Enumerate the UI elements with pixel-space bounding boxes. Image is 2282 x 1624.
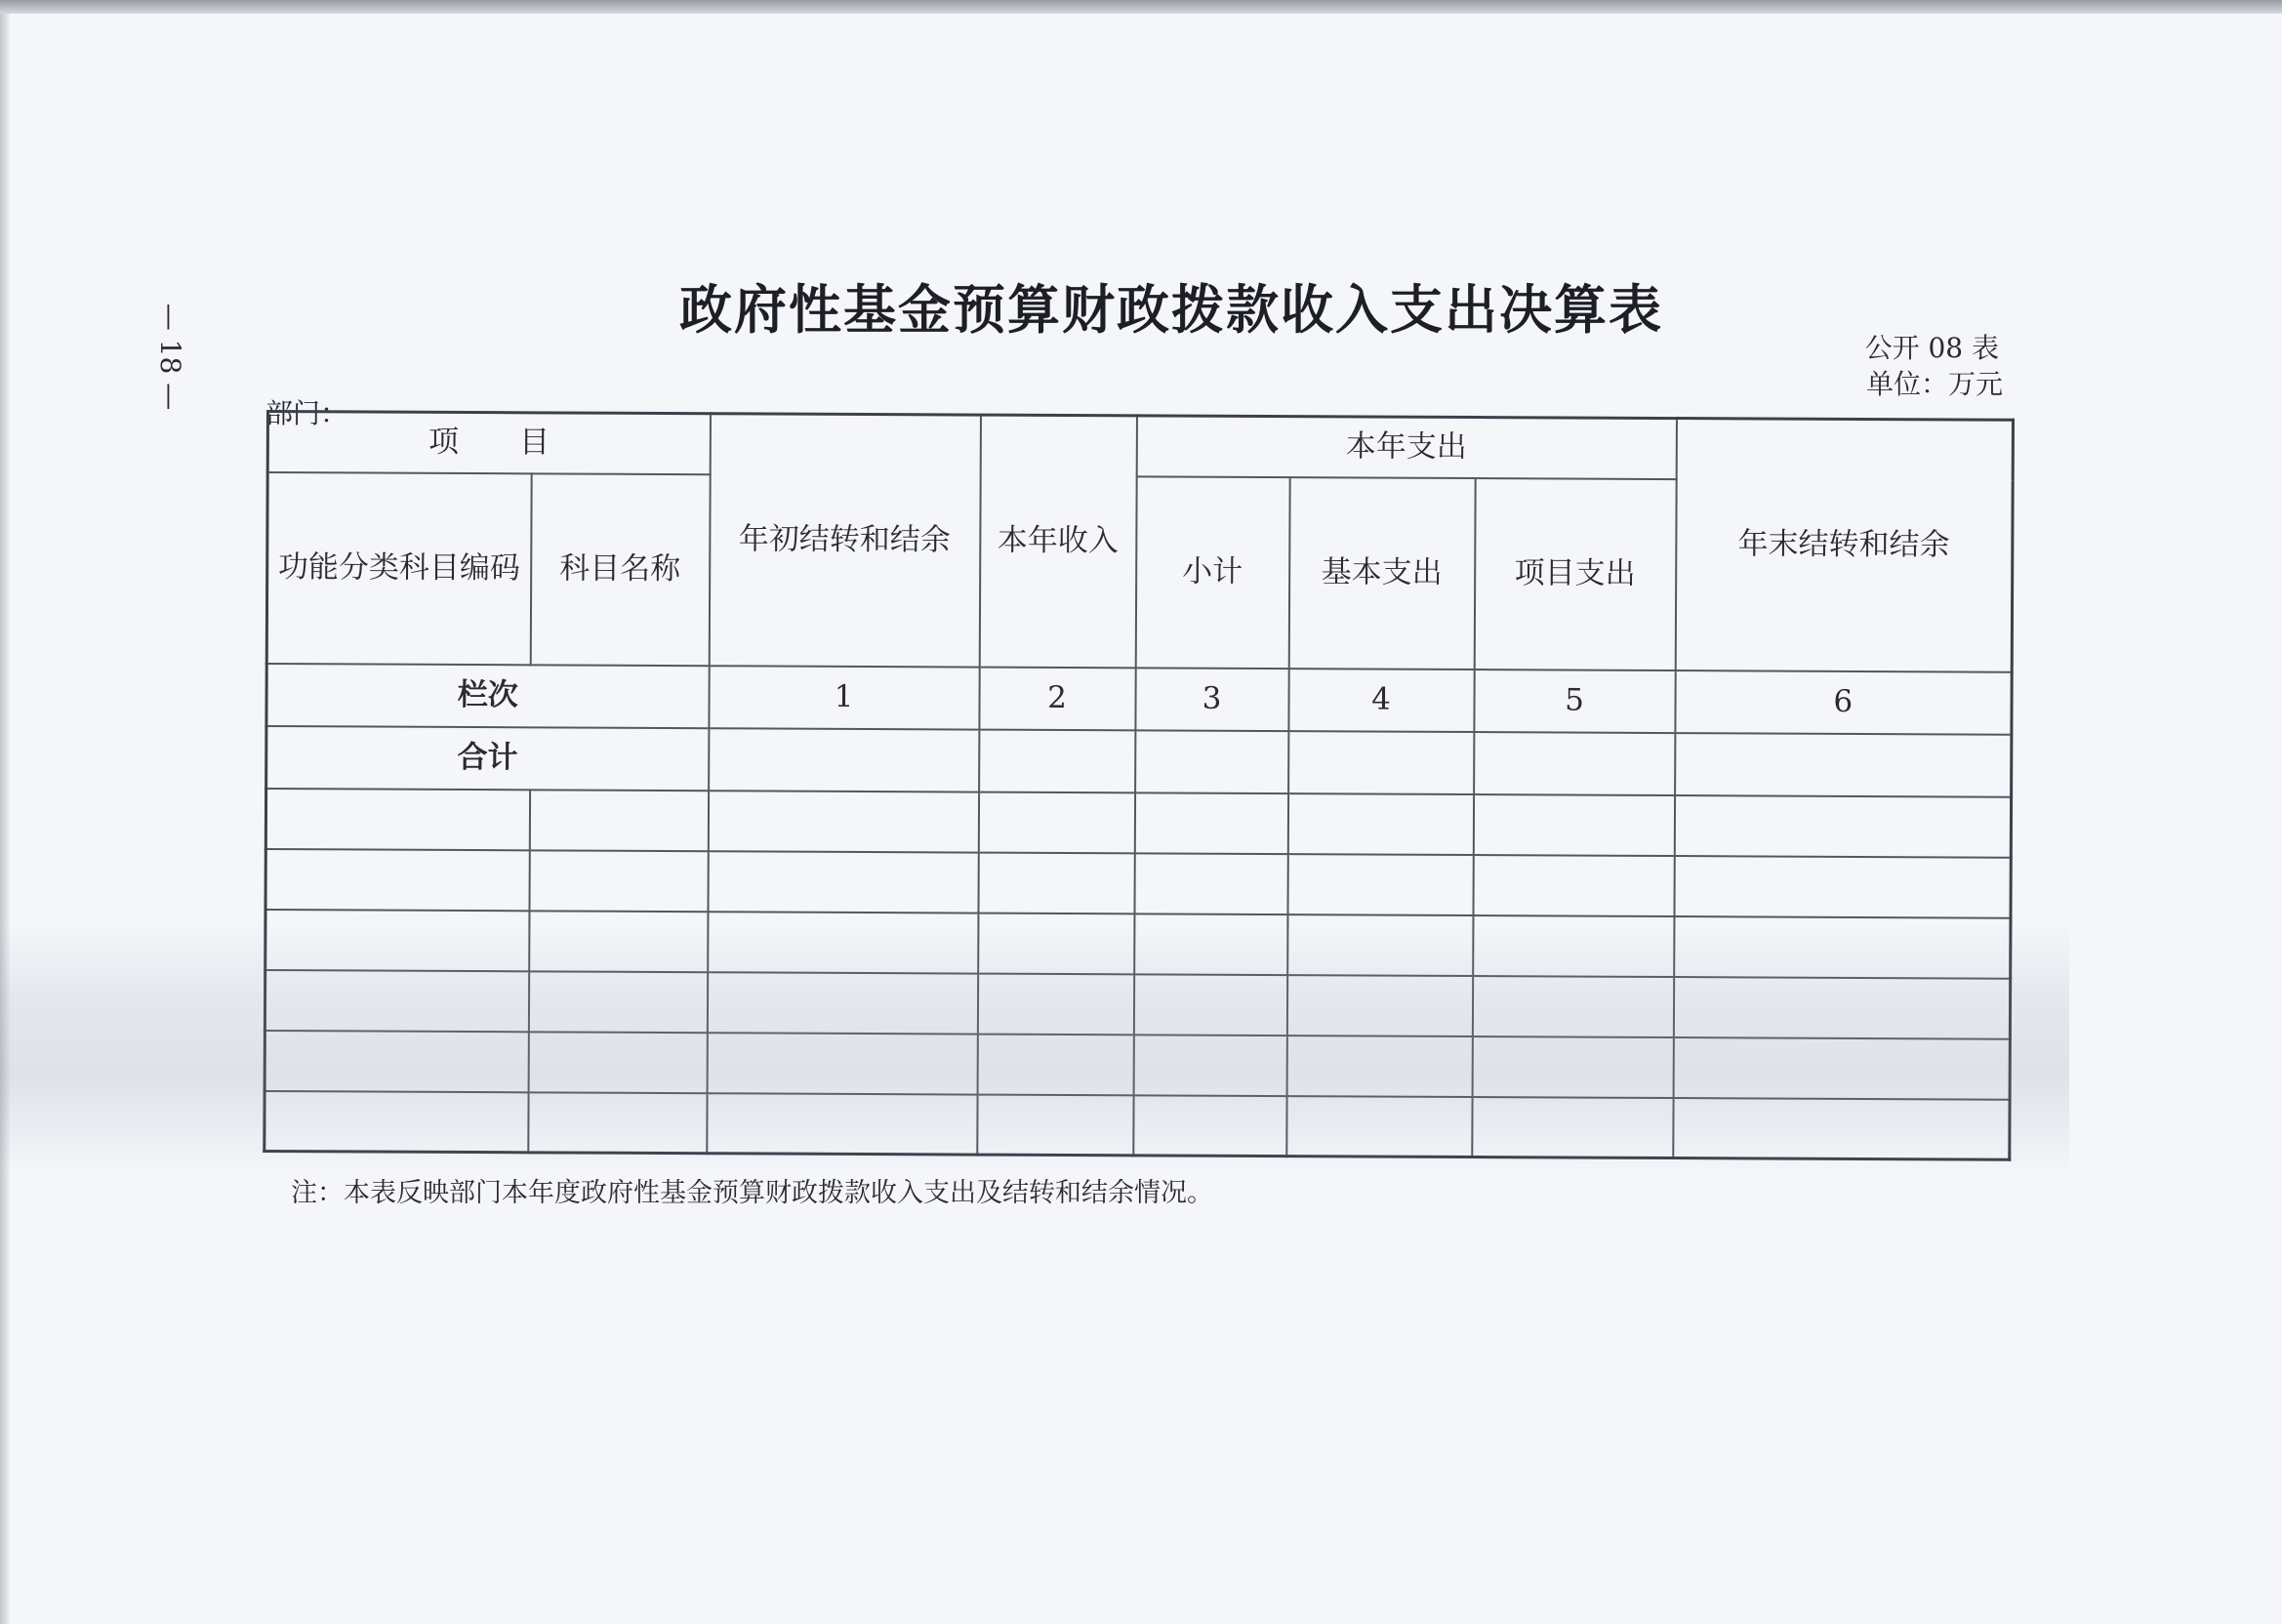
table-cell [1472,1097,1673,1158]
table-cell [977,1034,1133,1095]
row-index-col: 4 [1288,669,1474,732]
table-cell [1287,854,1473,915]
table-cell [1287,793,1473,855]
table-cell [265,849,529,911]
table-cell [528,1092,707,1154]
header-basic-expense: 基本支出 [1288,477,1475,670]
table-cell [529,911,708,972]
table-cell [1133,1035,1286,1096]
row-index-col: 1 [709,666,979,729]
table-cell [1133,1095,1286,1157]
table-note: 注：本表反映部门本年度政府性基金预算财政拨款收入支出及结转和结余情况。 [291,1178,1213,1208]
table-cell [707,1033,977,1094]
header-current-expense: 本年支出 [1136,416,1676,479]
row-index-col: 5 [1474,670,1675,733]
table-cell [265,1030,528,1091]
row-total [266,726,2012,797]
department-label: 部门： [265,397,348,429]
header-project-expense: 项目支出 [1474,478,1676,670]
header-opening-balance: 年初结转和结余 [709,414,980,667]
table-cell [1673,977,2010,1039]
row-index-col: 2 [979,667,1135,730]
fund-table [263,410,2015,1161]
page-number: — 18 — [154,303,187,410]
row-index-col: 6 [1675,670,2012,735]
table-row [265,910,2011,979]
table-cell [1675,733,2012,797]
table-cell [1472,1036,1673,1098]
table-cell [265,789,529,850]
table-cell [529,850,708,912]
unit-label: 单位：万元 [1865,368,2003,400]
table-cell [707,972,977,1034]
table-cell [709,728,979,792]
table-cell [1286,1096,1472,1157]
table-row [265,849,2011,918]
table-cell [977,1094,1133,1156]
table-cell [708,912,978,973]
row-index-label: 栏次 [266,664,709,728]
page-title: 政府性基金预算财政拨款收入支出决算表 [679,278,1663,341]
table-cell [977,973,1133,1035]
table-cell [1134,792,1287,854]
row-index-col: 3 [1135,668,1288,731]
table-cell [1288,731,1474,794]
scan-edge-top [0,0,2282,14]
table-cell [1473,915,1674,977]
table-cell [265,910,529,971]
table-cell [265,1090,528,1152]
table-cell [265,970,528,1032]
table-cell [1287,914,1473,976]
table-row [265,970,2010,1039]
table-cell [1674,856,2011,918]
table-cell [1134,853,1287,914]
header-item: 项 目 [267,412,710,474]
table-cell [1673,1098,2010,1160]
table-cell [1134,914,1287,975]
table-cell [978,792,1134,853]
table-cell [708,851,978,913]
table-cell [1472,976,1673,1037]
table-cell [528,971,707,1033]
table-cell [1473,855,1674,916]
table-cell [1473,794,1674,856]
scan-edge-left [0,14,10,1624]
table-cell [1286,1035,1472,1097]
table-cell [978,852,1134,914]
table-cell [708,791,978,852]
header-closing-balance: 年末结转和结余 [1675,419,2013,672]
table-row [265,1030,2010,1099]
table-cell [1135,730,1288,793]
row-index [266,664,2012,735]
header-function-code: 功能分类科目编码 [266,472,531,665]
row-total-label: 合计 [266,726,709,791]
header-subject-name: 科目名称 [530,473,710,666]
table-cell [978,913,1134,974]
form-code: 公开 08 表 [1864,332,1999,364]
table-row [265,1090,2010,1159]
table-cell [1674,795,2011,858]
table-cell [1673,1037,2010,1100]
table-cell [979,729,1135,792]
table-cell [707,1093,977,1155]
table-cell [1474,732,1675,795]
table-cell [1286,975,1472,1036]
table-cell [1674,916,2011,979]
table-cell [528,1032,707,1093]
header-current-income: 本年收入 [979,415,1136,668]
table-cell [1133,974,1286,1035]
table-row [265,789,2011,858]
table-cell [529,790,708,851]
header-subtotal: 小计 [1135,476,1289,669]
